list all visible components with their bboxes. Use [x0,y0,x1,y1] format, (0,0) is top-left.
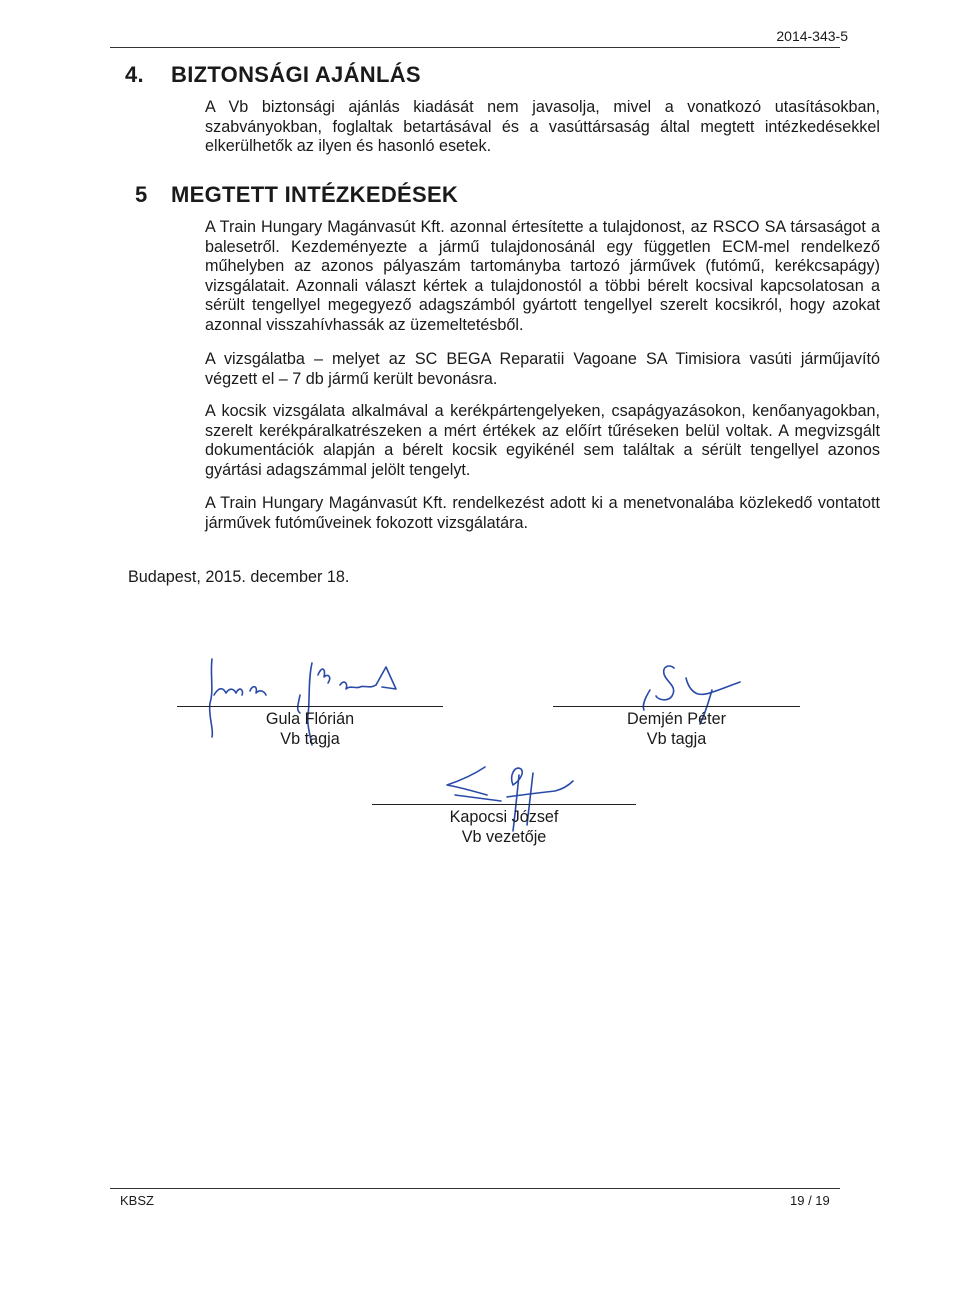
section-4-paragraph: A Vb biztonsági ajánlás kiadását nem javasolja, mivel a vonatkozó utasításokban, szabványokban, foglaltak betartásával és a vasúttársaság által megtett intézkedésekkel elkerülhetők az ilyen és hasonló esetek. [205,98,880,155]
footer-divider [110,1188,840,1189]
signatory-1-name: Gula Flórián [265,710,355,728]
footer-organization: KBSZ [120,1193,154,1208]
section-5-title: MEGTETT INTÉZKEDÉSEK [171,182,459,207]
section-5-paragraph-1: A Train Hungary Magánvasút Kft. azonnal értesítette a tulajdonost, az RSCO SA társaságot a balesetről. Kezdeményezte a jármű tulajdonosánál egy független ECM-mel rendelkező műhelyben az azonos pályaszám tartományba tartozó járművek (futómű, kerékcsapágy) vizsgálatait. Azonnali választ kértek a tulajdonostól a többi bérelt kocsival kapcsolatosan a sérült tengellyel megegyező adagszámból gyártott tengellyel szerelt kocsikról, hogy azokat azonnal visszahívhassák az üzemeltetésből. [205,218,880,334]
section-5-heading [135,182,458,208]
header-divider [110,47,840,48]
signature-line-1 [177,706,443,707]
signatory-2-role: Vb tagja [646,730,707,748]
signatory-1-role: Vb tagja [280,730,340,748]
document-id: 2014-343-5 [776,28,848,44]
signature-line-2 [553,706,800,707]
section-4-title: BIZTONSÁGI AJÁNLÁS [171,62,421,87]
signatory-3-name: Kapocsi József [449,808,559,826]
signatory-3-role: Vb vezetője [461,828,547,846]
page-number: 19 / 19 [790,1193,830,1208]
section-5-paragraph-4: A Train Hungary Magánvasút Kft. rendelkezést adott ki a menetvonalába közlekedő vontatott járművek futóműveinek fokozott vizsgálatára. [205,494,880,532]
signature-line-3 [372,804,636,805]
section-4-number: 4. [125,62,144,87]
section-5-number: 5 [135,182,148,207]
place-date: Budapest, 2015. december 18. [128,568,350,586]
section-5-paragraph-2: A vizsgálatba – melyet az SC BEGA Reparatii Vagoane SA Timisiora vasúti járműjavító végzett el – 7 db jármű került bevonásra. [205,350,880,388]
section-4-heading [125,62,421,88]
signatory-2-name: Demjén Péter [627,710,726,728]
section-5-paragraph-3: A kocsik vizsgálata alkalmával a kerékpártengelyeken, csapágyazásokon, kenőanyagokban, szerelt kerékpáralkatrészeken a mért értékek az előírt tűréseken belül voltak. A megvizsgált dokumentációk alapján a bérelt kocsik egyikénél sem találtak a sérült tengellyel azonos gyártási adagszámmal jelölt tengelyt. [205,402,880,479]
